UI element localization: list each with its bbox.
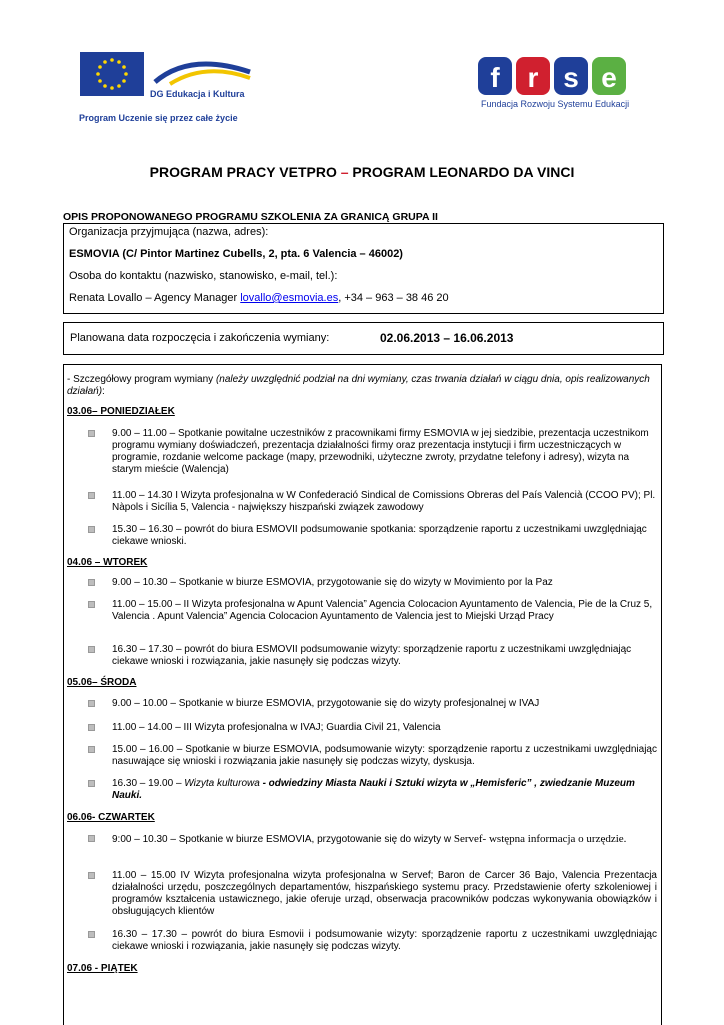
intro-italic: (należy uwzględnić podział na dni wymiany, czas trwania działań w ciągu dnia, opis realizowanych działań) [67, 374, 650, 397]
bullet-icon [88, 430, 95, 437]
page-title [0, 164, 724, 180]
culture-desc: - odwiedziny Miasta Nauki i Sztuki wizyta w „Hemisferic” , zwiedzanie Muzeum Nauki. [112, 778, 635, 801]
bullet-icon [88, 835, 95, 842]
list-item: 15.00 – 16.00 – Spotkanie w biurze ESMOVIA, podsumowanie wizyty: sporządzenie raportu z uczestnikami uwzględniając nasuwające się wnioski i rozwiązania jakie nasunęły się podczas wizyty, dyskusja. [112, 744, 657, 767]
contact-label: Osoba do kontaktu (nazwisko, stanowisko, e-mail, tel.): [69, 270, 338, 282]
day-heading: 07.06 - PIĄTEK [67, 963, 138, 974]
bullet-icon [88, 872, 95, 879]
list-item: 11.00 – 15.00 – II Wizyta profesjonalna w Apunt Valencia” Agencia Colocacion Ayuntamento de Valencia, Pie de la Cruz 5, Valencia . Apunt Valencia” Agencia Colocacion Ayuntamento de Valencia jest to Miejski Urząd Pracy [112, 599, 653, 622]
title-part1: PROGRAM PRACY VETPRO [149, 164, 341, 180]
intro-suffix: : [102, 386, 105, 397]
lifelong-learning-logo [150, 52, 255, 92]
bullet-icon [88, 724, 95, 731]
bullet-icon [88, 579, 95, 586]
frse-subtitle: Fundacja Rozwoju Systemu Edukacji [481, 99, 630, 109]
dates-box [63, 322, 664, 355]
bullet-icon [88, 700, 95, 707]
day-heading: 04.06 – WTOREK [67, 557, 148, 568]
list-item: 9.00 – 11.00 – Spotkanie powitalne uczestników z pracownikami firmy ESMOVIA w jej siedzibie, prezentacja uczestnikom programu wymiany doświadczeń, prezentacja działalności firmy oraz prezentacja instytucji i firm uczestniczących w programie, rozdanie welcome package (mapy, przewodniki, użyteczne zwroty, przydatne telefony i adresy), wizyta na starym mieście (Walencja) [112, 428, 649, 475]
dg-education-label: DG Edukacja i Kultura [150, 89, 245, 99]
organization-name: ESMOVIA (C/ Pintor Martinez Cubells, 2, pta. 6 Valencia – 46002) [69, 248, 403, 260]
bullet-icon [88, 780, 95, 787]
programme-label: Program Uczenie się przez całe życie [79, 113, 238, 123]
svg-text:r: r [527, 62, 539, 93]
list-item [112, 833, 657, 846]
svg-text:f: f [490, 62, 500, 93]
item-prefix: 9:00 – 10.30 – Spotkanie w biurze ESMOVIA, przygotowanie się do wizyty w [112, 834, 454, 845]
dates-value: 02.06.2013 – 16.06.2013 [380, 331, 514, 345]
bullet-icon [88, 601, 95, 608]
culture-label: Wizyta kulturowa [184, 778, 260, 789]
contact-name: Renata Lovallo – Agency Manager [69, 292, 241, 304]
organization-box [63, 223, 664, 314]
day-heading: 05.06– ŚRODA [67, 677, 137, 688]
program-intro [67, 374, 657, 398]
email-link[interactable]: lovallo@esmovia.es [240, 292, 339, 304]
eu-flag-logo [80, 52, 144, 96]
svg-text:s: s [563, 62, 579, 93]
culture-item [112, 778, 657, 802]
bullet-icon [88, 492, 95, 499]
list-item: 16.30 – 17.30 – powrót do biura ESMOVII podsumowanie wizyty: sporządzenie raportu z uczestnikami uwzględniając ciekawe wnioski i rozwiązania, jakie nasunęły się podczas wizyty. [112, 644, 632, 667]
bullet-icon [88, 931, 95, 938]
list-item: 9.00 – 10.00 – Spotkanie w biurze ESMOVIA, przygotowanie się do wizyty profesjonalnej w IVAJ [112, 698, 540, 709]
bullet-icon [88, 526, 95, 533]
list-item: 9.00 – 10.30 – Spotkanie w biurze ESMOVIA, przygotowanie się do wizyty w Movimiento por la Paz [112, 577, 553, 588]
intro-prefix: - Szczegółowy program wymiany [67, 374, 216, 385]
day-heading: 06.06- CZWARTEK [67, 812, 155, 823]
list-item: 16.30 – 17.30 – powrót do biura Esmovii i podsumowanie wizyty: sporządzenie raportu z uczestnikami uwzględniając ciekawe wnioski i rozwiązania, jakie nasunęły się podczas wizyty. [112, 929, 657, 952]
contact-phone: , +34 – 963 – 38 46 20 [338, 292, 449, 304]
day-heading: 03.06– PONIEDZIAŁEK [67, 406, 175, 417]
list-item: 11.00 – 14.30 I Wizyta profesjonalna w W Confederació Sindical de Comissions Obreras del País Valencià (CCOO PV); Pl. Nàpols i Sicília 5, Valencia - największy hiszpański związek zawodowy [112, 490, 656, 513]
svg-text:e: e [601, 62, 617, 93]
bullet-icon [88, 746, 95, 753]
dates-label: Planowana data rozpoczęcia i zakończenia wymiany: [70, 332, 330, 344]
frse-logo [478, 55, 628, 97]
contact-line [69, 292, 449, 304]
section-title: OPIS PROPONOWANEGO PROGRAMU SZKOLENIA ZA GRANICĄ GRUPA II [63, 211, 438, 223]
list-item: 15.30 – 16.30 – powrót do biura ESMOVII podsumowanie spotkania: sporządzenie raportu z uczestnikami uwzględniając ciekawe wnioski. [112, 524, 647, 547]
bullet-icon [88, 646, 95, 653]
organization-label: Organizacja przyjmująca (nazwa, adres): [69, 226, 269, 238]
list-item: 11.00 – 14.00 – III Wizyta profesjonalna w IVAJ; Guardia Civil 21, Valencia [112, 722, 441, 733]
culture-time: 16.30 – 19.00 – [112, 778, 185, 789]
title-dash: – [340, 164, 349, 180]
title-part2: PROGRAM LEONARDO DA VINCI [348, 164, 575, 180]
item-serif: Servef- wstępna informacja o urzędzie. [453, 833, 627, 845]
list-item: 11.00 – 15.00 IV Wizyta profesjonalna wizyta profesjonalna w Servef; Baron de Carcer 36 Bajo, Valencia Prezentacja działalności urzędu, poszczególnych departamentów, hiszpańskiego systemu pracy. Przedstawienie oferty szkoleniowej i programów kształcenia ustawicznego, jakie oferuje urząd, obserwacja pracowników podczas wykonywania obowiązków i obsługujących klientów [112, 870, 657, 917]
